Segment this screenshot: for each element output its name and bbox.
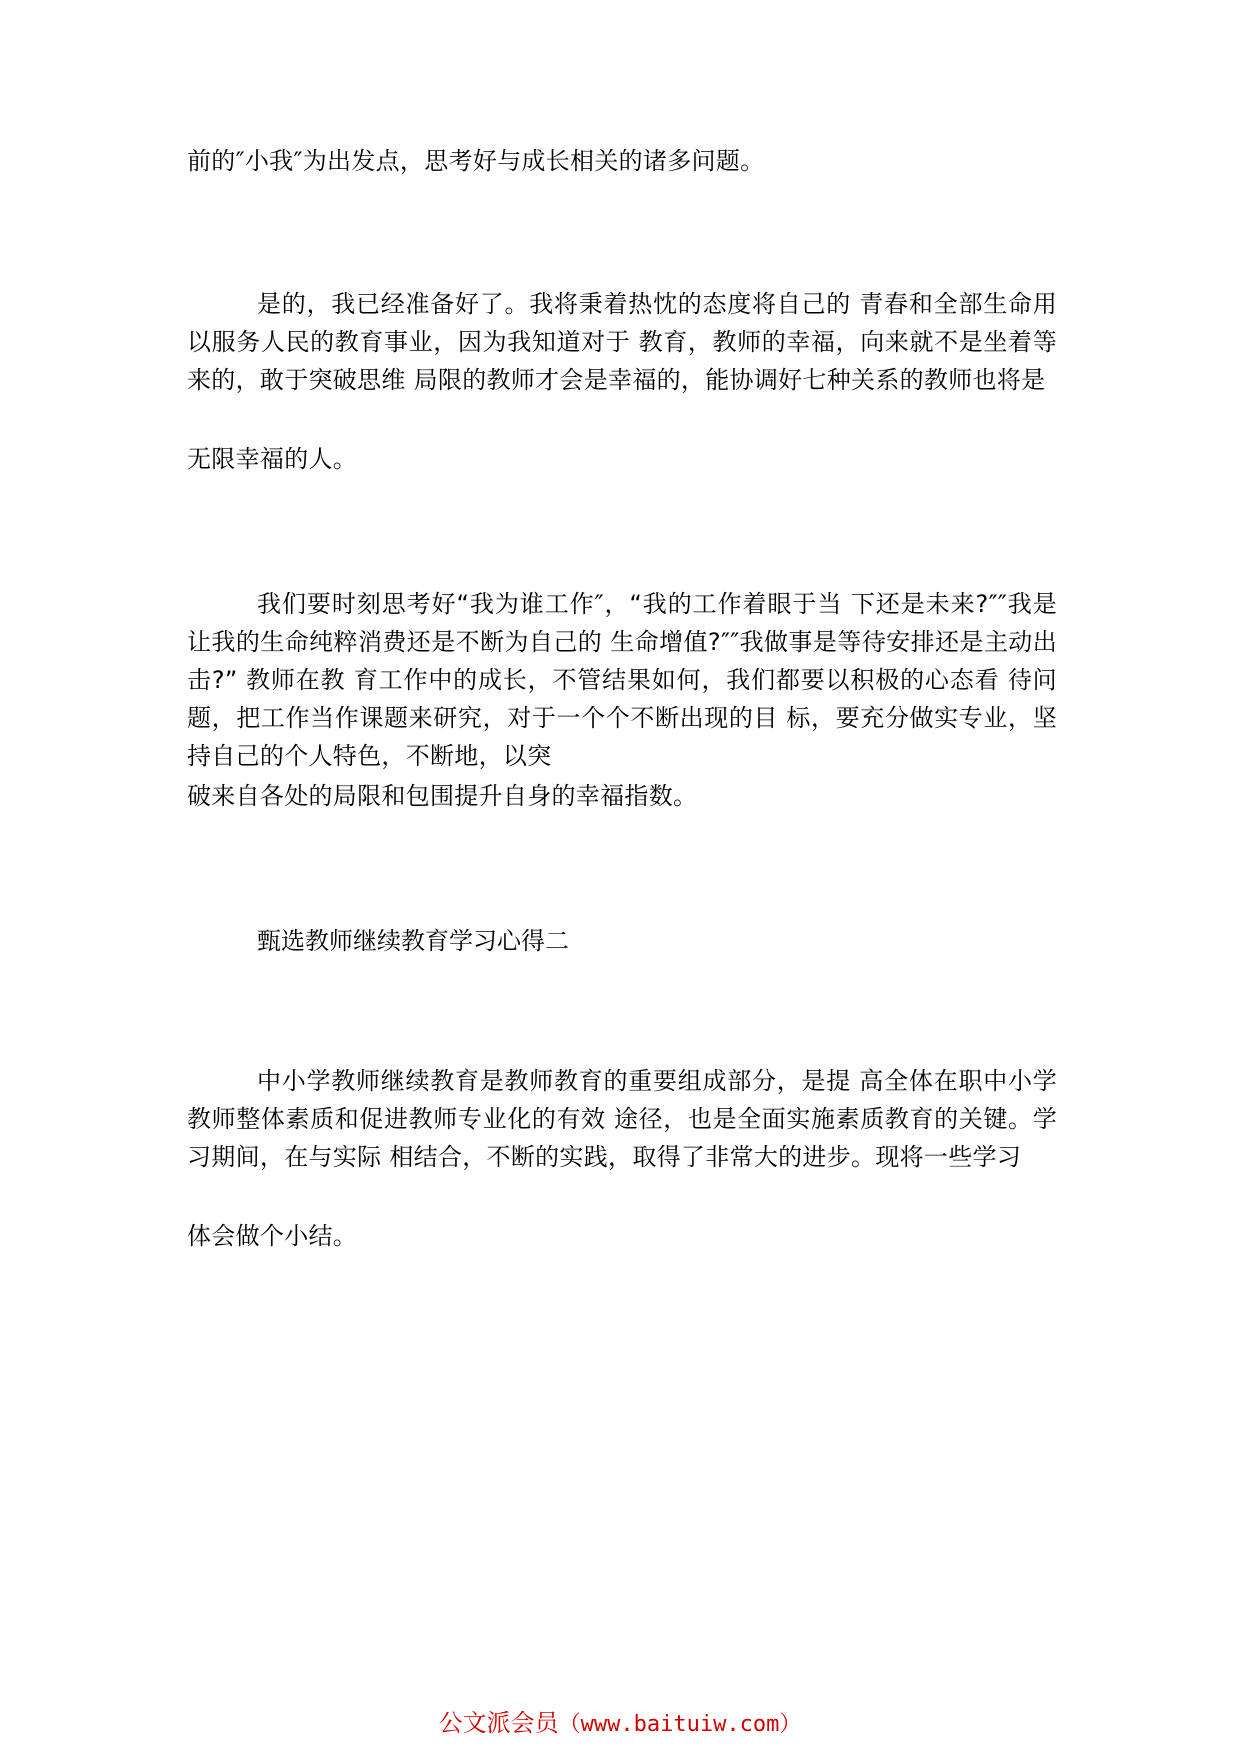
paragraph-4-tail: 体会做个小结。: [187, 1222, 358, 1250]
section-heading: 甄选教师继续教育学习心得二: [257, 927, 569, 955]
paragraph-1-tail: 前的″小我″为出发点，思考好与成长相关的诸多问题。: [187, 147, 765, 175]
paragraph-3-tail: 破来自各处的局限和包围提升自身的幸福指数。: [187, 782, 698, 810]
paragraph-4-body: 中小学教师继续教育是教师教育的重要组成部分，是提 高全体在职中小学教师整体素质和促进教师专业化的有效 途径，也是全面实施素质教育的关键。学习期间，在与实际 相结合，不断的实践，取得了非常大的进步。现将一些学习: [187, 1067, 1057, 1171]
footer-brand: 公文派会员: [438, 1709, 559, 1737]
footer-url[interactable]: （www.baituiw.com）: [558, 1712, 802, 1737]
footer-watermark: [0, 1706, 1240, 1742]
paragraph-3-body: 我们要时刻思考好“我为谁工作″，“我的工作着眼于当 下还是未来?″″我是让我的生命纯粹消费还是不断为自己的 生命增值?″″我做事是等待安排还是主动出击?” 教师在教 育工作中的成长，不管结果如何，我们都要以积极的心态看 待问题，把工作当作课题来研究，对于一个个不断出现的目 标，要充分做实专业，坚持自己的个人特色，不断地，以突: [187, 590, 1057, 770]
paragraph-2-body: 是的，我已经准备好了。我将秉着热忱的态度将自己的 青春和全部生命用以服务人民的教育事业，因为我知道对于 教育，教师的幸福，向来就不是坐着等来的，敢于突破思维 局限的教师才会是幸福的，能协调好七种关系的教师也将是: [187, 290, 1057, 394]
paragraph-2-tail: 无限幸福的人。: [187, 445, 358, 473]
